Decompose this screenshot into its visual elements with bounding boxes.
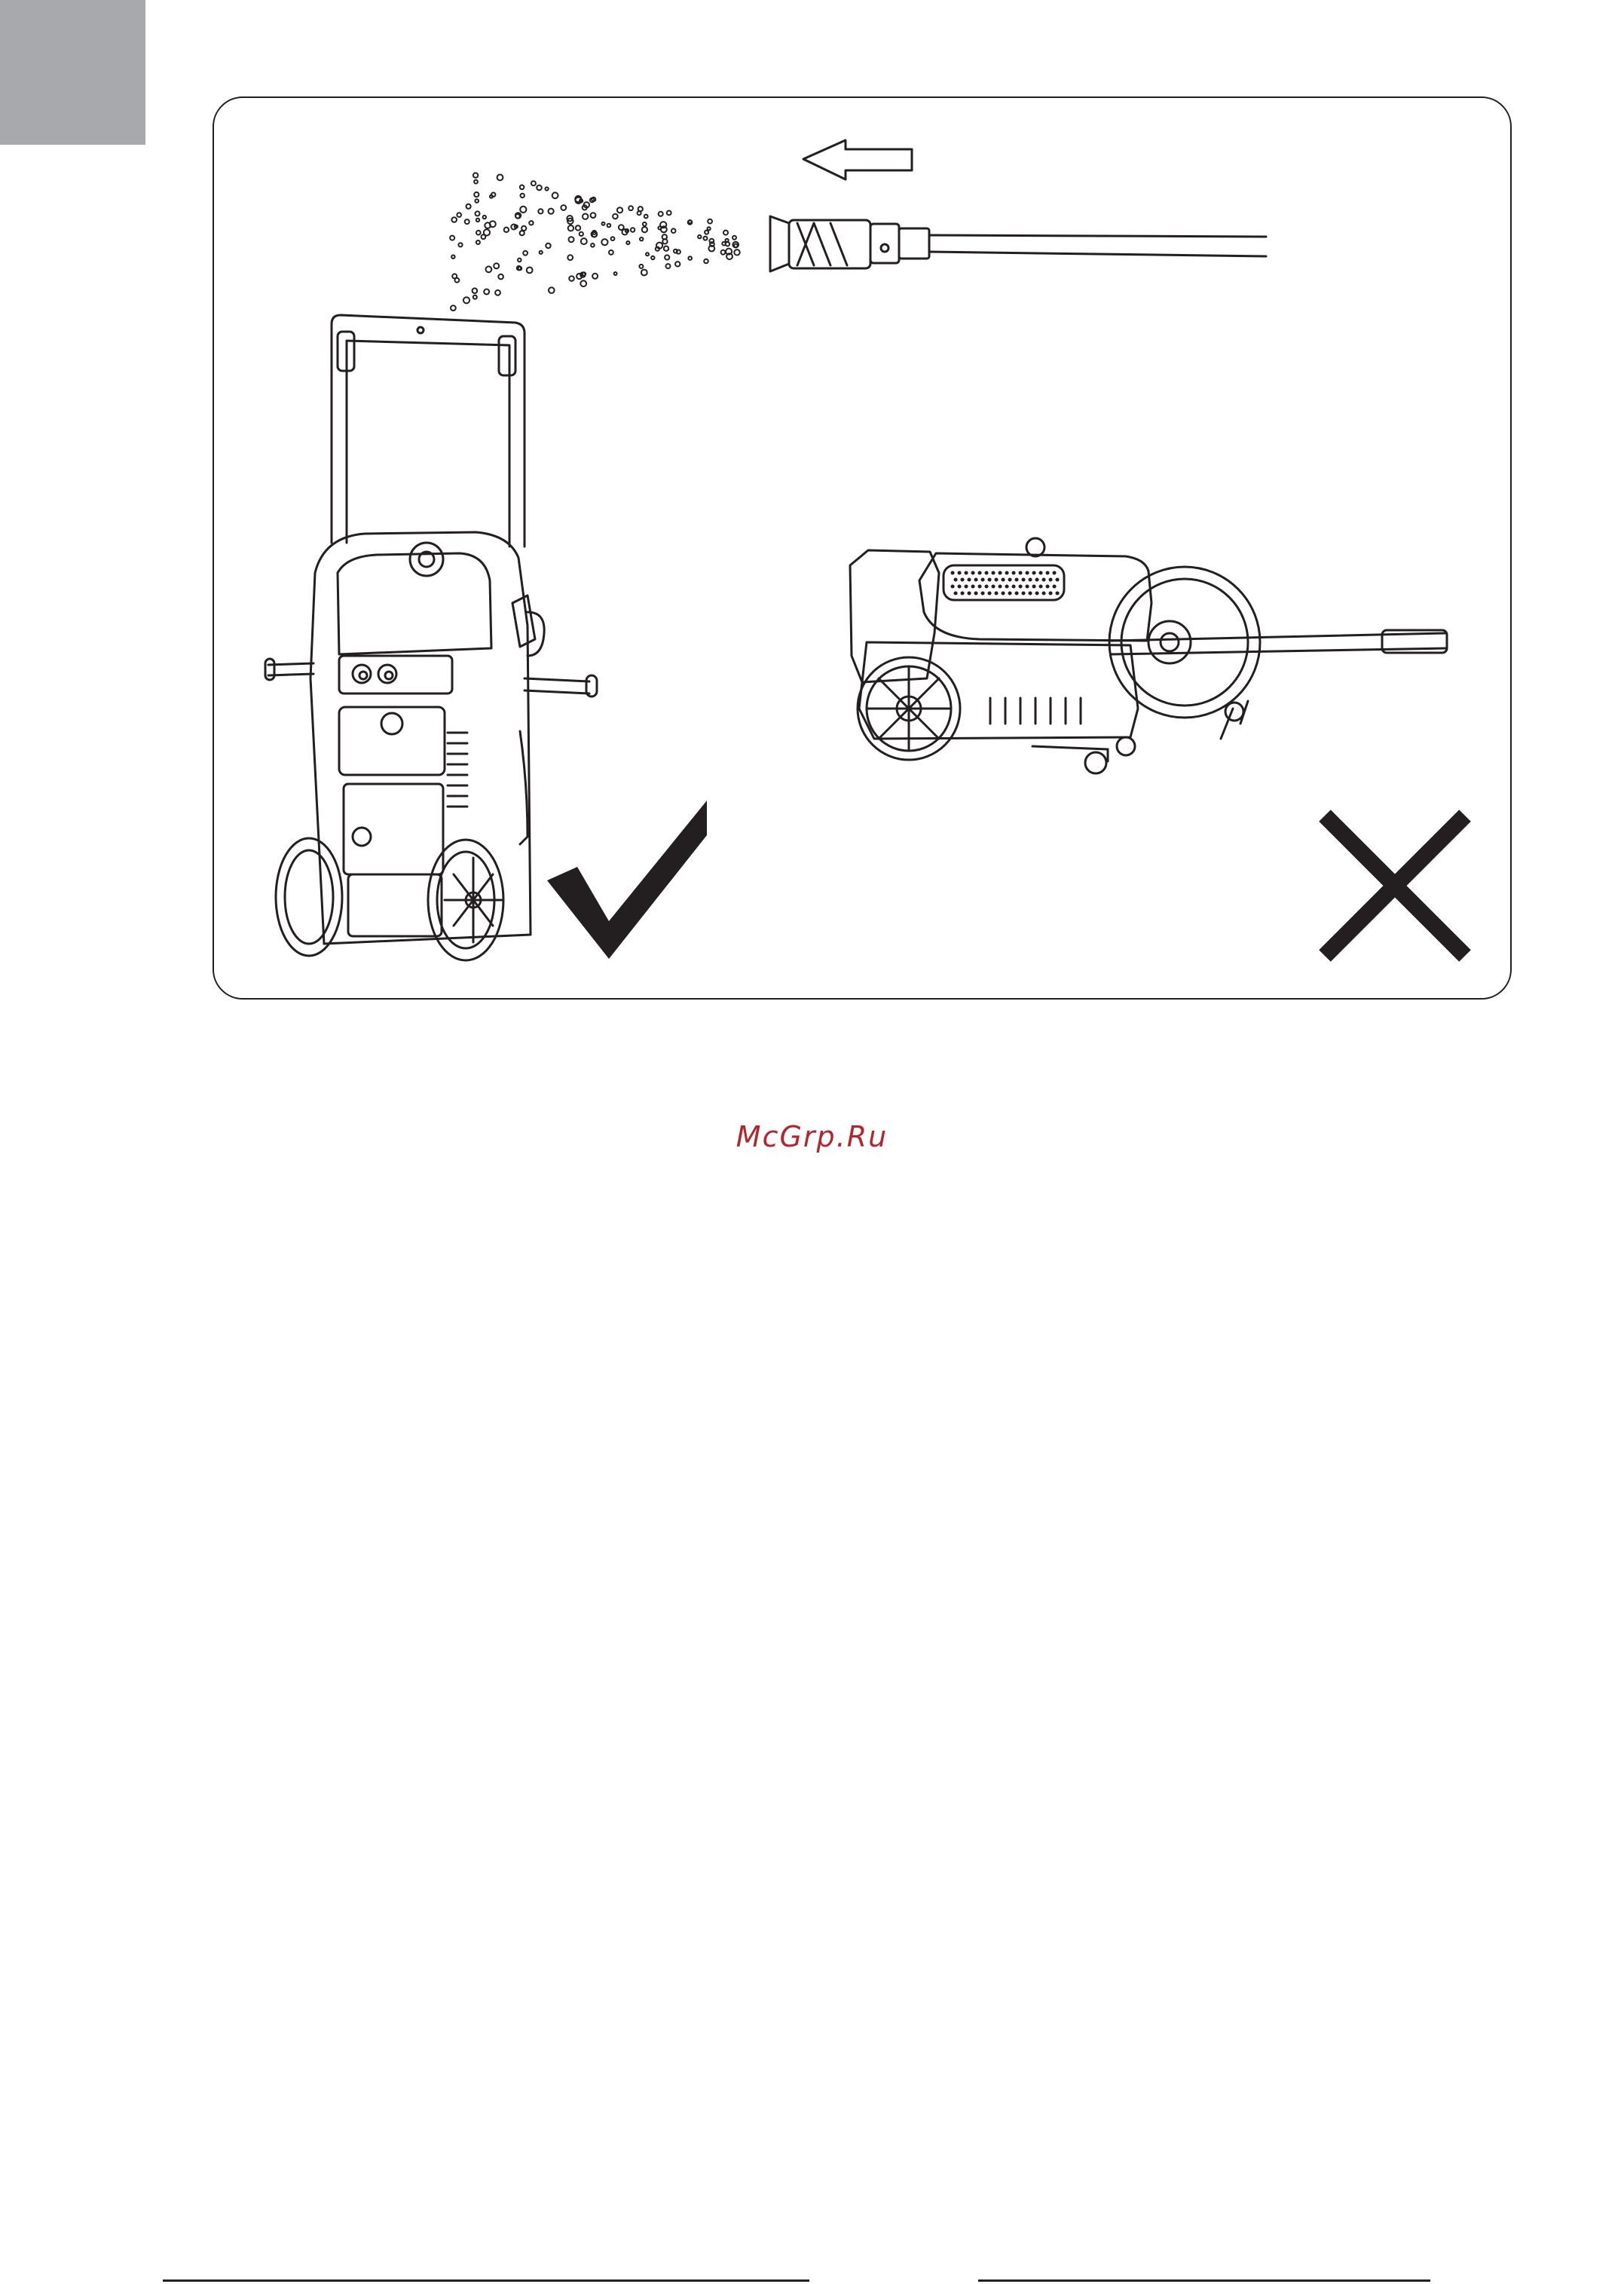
spray-droplet — [614, 272, 617, 275]
spray-droplet — [688, 220, 693, 225]
spray-droplet — [549, 209, 554, 214]
spray-droplet — [521, 226, 526, 231]
spray-droplet — [613, 214, 618, 219]
spray-droplet — [531, 181, 536, 185]
spray-droplet — [658, 226, 661, 229]
spray-droplet — [474, 180, 478, 184]
spray-droplet — [476, 219, 479, 222]
spray-droplet — [591, 243, 595, 247]
footer-rule-right — [978, 2279, 1430, 2282]
spray-droplet — [698, 235, 701, 238]
spray-droplet — [476, 231, 481, 235]
spray-droplet — [576, 225, 580, 230]
spray-droplet — [520, 207, 526, 213]
spray-droplet — [628, 206, 633, 210]
spray-droplet — [721, 250, 726, 255]
spray-droplet — [494, 263, 499, 268]
spray-droplet — [455, 278, 460, 283]
spray-droplet — [591, 213, 596, 218]
spray-droplet — [611, 237, 615, 240]
spray-droplet — [482, 234, 486, 239]
spray-droplet — [644, 215, 648, 219]
spray-droplet — [498, 274, 503, 280]
spray-droplet — [722, 242, 726, 246]
spray-droplet — [451, 305, 456, 311]
spray-droplet — [592, 274, 598, 279]
spray-droplet — [569, 276, 574, 281]
checkmark-icon — [547, 801, 707, 959]
spray-droplet — [451, 217, 457, 222]
spray-droplet — [643, 222, 647, 226]
spray-droplet — [659, 212, 663, 216]
spray-droplet — [580, 232, 583, 236]
spray-droplet — [639, 265, 643, 268]
spray-droplet — [495, 290, 500, 295]
spray-droplet — [675, 262, 680, 266]
spray-droplet — [465, 219, 469, 224]
spray-droplet — [646, 253, 649, 256]
spray-droplet — [476, 211, 480, 216]
spray-droplet — [463, 297, 469, 303]
spray-droplet — [561, 205, 566, 210]
spray-droplet — [732, 236, 736, 240]
spray-droplet — [665, 255, 669, 259]
figure-illustration — [0, 0, 1624, 1010]
spray-droplet — [569, 237, 574, 242]
spray-droplet — [473, 295, 477, 299]
spray-droplet — [688, 256, 692, 260]
water-spray-icon — [450, 173, 740, 311]
spray-droplet — [473, 173, 478, 177]
spray-droplet — [704, 237, 708, 240]
spray-droplet — [723, 231, 728, 235]
spray-droplet — [642, 227, 647, 232]
spray-droplet — [583, 214, 588, 219]
spray-droplet — [626, 241, 629, 244]
spray-droplet — [667, 211, 671, 216]
spray-droplet — [567, 255, 573, 260]
spray-droplet — [666, 264, 671, 268]
spray-droplet — [537, 185, 542, 191]
spray-droplet — [708, 227, 711, 230]
spray-droplet — [486, 266, 492, 272]
spray-droplet — [583, 272, 586, 275]
spray-droplet — [619, 225, 624, 230]
spray-droplet — [602, 222, 605, 225]
spray-droplet — [458, 243, 462, 246]
footer-rule-left — [163, 2279, 809, 2282]
spray-droplet — [552, 192, 558, 198]
spray-droplet — [483, 216, 486, 219]
spray-droplet — [538, 209, 543, 213]
spray-droplet — [546, 243, 550, 248]
spray-droplet — [529, 221, 533, 225]
spray-droplet — [491, 193, 495, 197]
spray-droplet — [540, 251, 543, 254]
spray-droplet — [704, 259, 708, 264]
spray-droplet — [484, 289, 489, 295]
cross-icon — [1325, 816, 1465, 956]
spray-droplet — [638, 211, 641, 215]
spray-droplet — [451, 256, 454, 259]
spray-droplet — [734, 250, 739, 255]
spray-droplet — [705, 231, 708, 234]
spray-droplet — [450, 236, 454, 240]
spray-droplet — [520, 185, 525, 190]
spray-droplet — [671, 228, 676, 233]
spray-droplet — [497, 175, 503, 181]
spray-droplet — [521, 194, 525, 197]
watermark: McGrp.Ru — [736, 1120, 888, 1153]
spray-droplet — [473, 288, 478, 293]
spray-droplet — [641, 270, 647, 276]
spray-droplet — [631, 228, 635, 231]
spray-droplet — [662, 239, 667, 243]
spray-droplet — [457, 213, 461, 217]
spray-droplet — [476, 240, 480, 244]
spray-droplet — [708, 219, 712, 224]
spray-droplet — [504, 228, 509, 232]
spray-droplet — [568, 225, 573, 231]
pressure-washer-upright-icon — [265, 315, 597, 960]
spray-droplet — [674, 250, 677, 253]
spray-droplet — [617, 207, 622, 213]
spray-droplet — [580, 280, 586, 286]
spray-droplet — [546, 187, 549, 190]
spray-droplet — [607, 224, 611, 228]
spray-droplet — [734, 244, 738, 248]
spray-droplet — [664, 246, 668, 251]
nozzle-lance-icon — [770, 216, 1266, 271]
spray-droplet — [581, 238, 587, 244]
spray-droplet — [466, 204, 471, 209]
spray-droplet — [601, 239, 607, 245]
spray-droplet — [549, 287, 555, 293]
spray-droplet — [520, 231, 525, 235]
spray-direction-arrow-icon — [803, 140, 912, 179]
spray-droplet — [474, 192, 479, 197]
pressure-washer-lying-icon — [850, 538, 1447, 773]
spray-droplet — [640, 237, 643, 240]
spray-droplet — [651, 256, 654, 259]
spray-droplet — [518, 259, 521, 262]
spray-droplet — [527, 268, 533, 274]
spray-droplet — [475, 199, 479, 203]
spray-droplet — [609, 250, 613, 255]
spray-droplet — [523, 251, 528, 256]
spray-droplet — [515, 214, 520, 219]
